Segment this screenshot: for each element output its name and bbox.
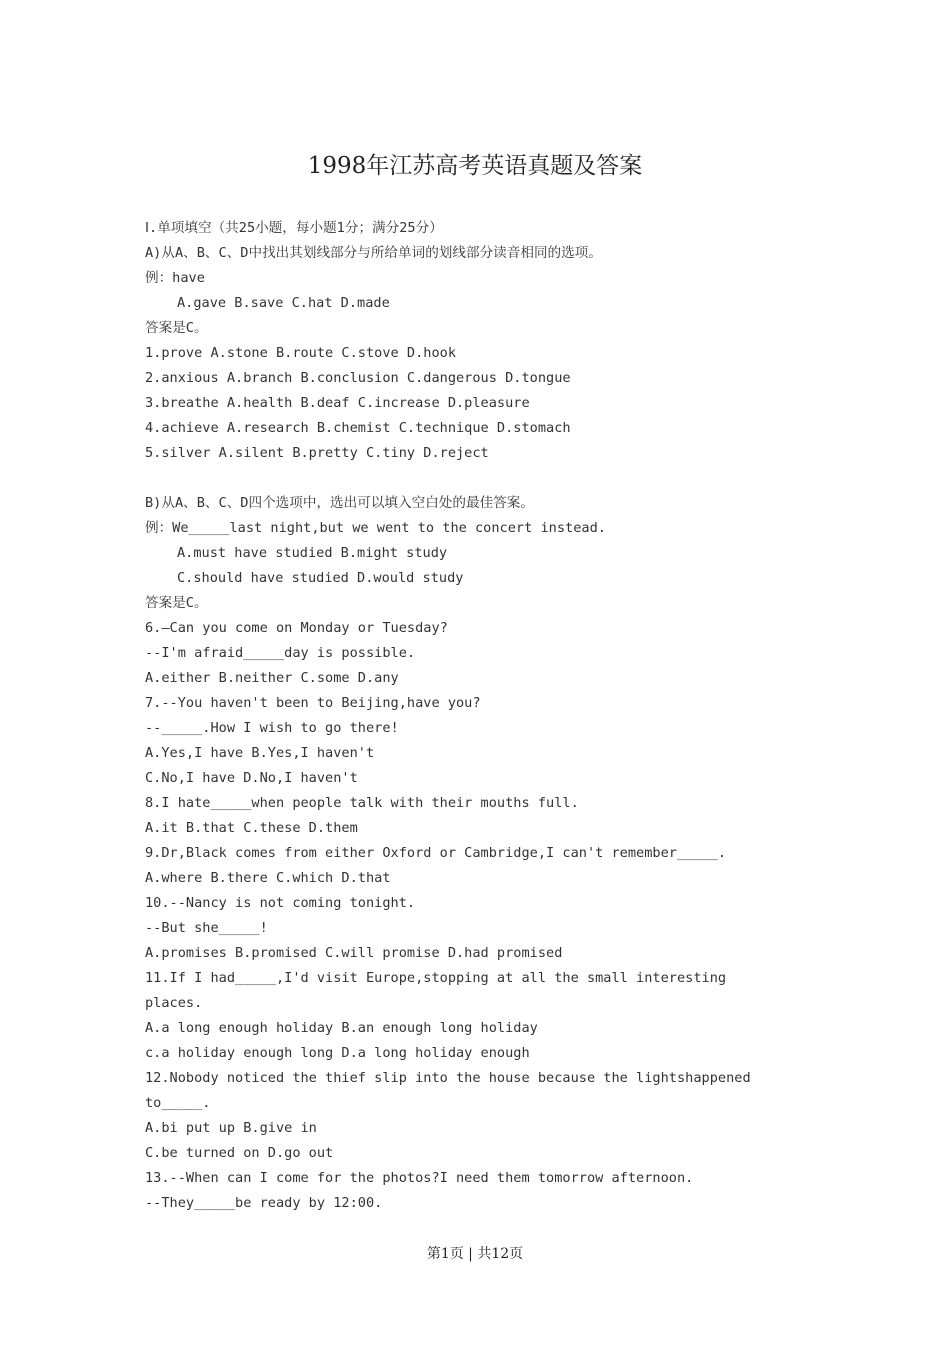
text-line: A.a long enough holiday B.an enough long holiday [145,1020,538,1036]
text-line: 11.If I had_____,I'd visit Europe,stopping at all the small interesting [145,970,727,986]
text-line: 5.silver A.silent B.pretty C.tiny D.reject [145,445,489,461]
text-line: A.gave B.save C.hat D.made [177,295,390,311]
text-line: 8.I hate_____when people talk with their mouths full. [145,795,579,811]
text-line: C.No,I have D.No,I haven't [145,770,358,786]
text-line: places. [145,995,203,1011]
text-line: 例：have [145,270,205,286]
text-line: --They_____be ready by 12:00. [145,1195,383,1211]
text-line: C.be turned on D.go out [145,1145,334,1161]
text-line: 2.anxious A.branch B.conclusion C.dangerous D.tongue [145,370,571,386]
page-footer: 第1页 | 共12页 [426,1246,524,1262]
text-line: c.a holiday enough long D.a long holiday enough [145,1045,530,1061]
text-line: Ⅰ.单项填空（共25小题，每小题1分；满分25分） [145,220,443,236]
text-line: A.where B.there C.which D.that [145,870,391,886]
text-line: A)从A、B、C、D中找出其划线部分与所给单词的划线部分读音相同的选项。 [145,245,602,261]
document-title: 1998年江苏高考英语真题及答案 [307,153,643,179]
text-line: 10.--Nancy is not coming tonight. [145,895,416,911]
text-line: 答案是C。 [145,320,208,336]
text-line: 13.--When can I come for the photos?I need them tomorrow afternoon. [145,1170,694,1186]
text-line: 12.Nobody noticed the thief slip into the house because the lightshappened [145,1070,751,1086]
text-line: 例：We_____last night,but we went to the concert instead. [145,520,606,536]
text-line: 1.prove A.stone B.route C.stove D.hook [145,345,456,361]
text-line: A.promises B.promised C.will promise D.had promised [145,945,563,961]
text-line: 4.achieve A.research B.chemist C.technique D.stomach [145,420,571,436]
text-line: to_____. [145,1095,211,1111]
text-line: A.Yes,I have B.Yes,I haven't [145,745,375,761]
text-line: 答案是C。 [145,595,208,611]
document-body [145,216,805,1216]
text-line: A.must have studied B.might study [177,545,448,561]
text-line: 7.--You haven't been to Beijing,have you? [145,695,481,711]
text-line: 9.Dr,Black comes from either Oxford or Cambridge,I can't remember_____. [145,845,727,861]
text-line: --But she_____! [145,920,268,936]
text-line: --I'm afraid_____day is possible. [145,645,416,661]
text-line: C.should have studied D.would study [177,570,464,586]
text-line: 6.—Can you come on Monday or Tuesday? [145,620,448,636]
text-line: --_____.How I wish to go there! [145,720,399,736]
text-line: A.either B.neither C.some D.any [145,670,399,686]
text-line: A.bi put up B.give in [145,1120,317,1136]
blank-line [145,466,805,491]
text-line: B)从A、B、C、D四个选项中，选出可以填入空白处的最佳答案。 [145,495,534,511]
text-line: 3.breathe A.health B.deaf C.increase D.pleasure [145,395,530,411]
text-line: A.it B.that C.these D.them [145,820,358,836]
